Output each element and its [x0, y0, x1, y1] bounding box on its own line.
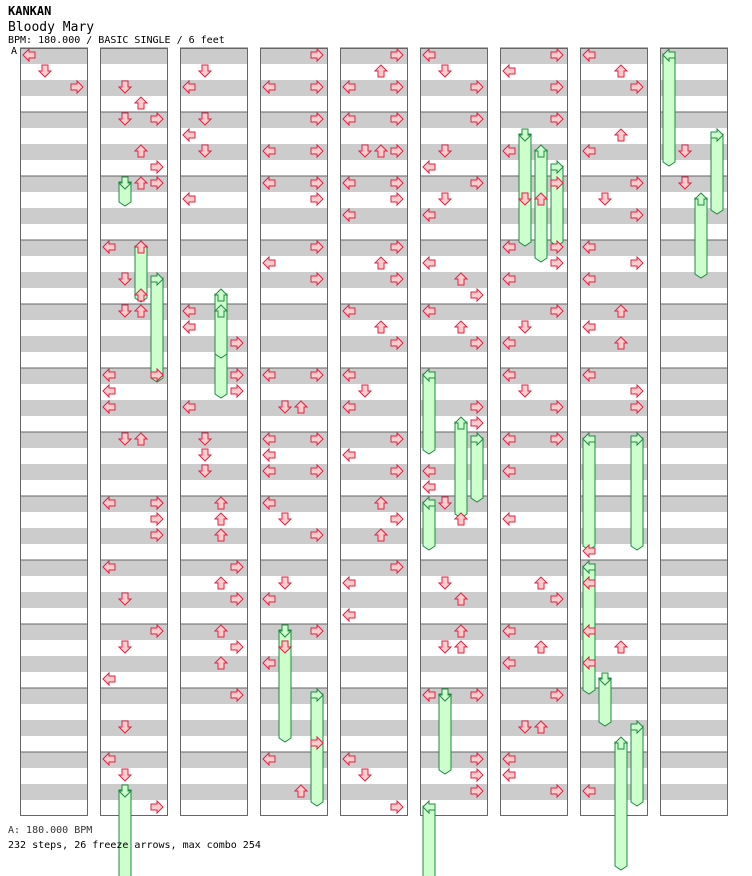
beat-stripe	[100, 48, 168, 64]
beat-stripe	[20, 176, 88, 192]
beat-stripe	[20, 144, 88, 160]
beat-stripe	[420, 656, 488, 672]
beat-stripe	[420, 624, 488, 640]
freeze-arrow-tail	[615, 742, 627, 870]
beat-stripe	[340, 784, 408, 800]
beat-stripe	[260, 208, 328, 224]
beat-stripe	[340, 656, 408, 672]
beat-stripe	[340, 720, 408, 736]
beat-stripe	[660, 496, 728, 512]
beat-stripe	[20, 368, 88, 384]
beat-stripe	[100, 688, 168, 704]
beat-stripe	[340, 496, 408, 512]
beat-stripe	[660, 560, 728, 576]
beat-stripe	[420, 240, 488, 256]
beat-stripe	[100, 656, 168, 672]
beat-stripe	[660, 272, 728, 288]
beat-stripe	[420, 144, 488, 160]
beat-stripe	[20, 560, 88, 576]
beat-stripe	[420, 272, 488, 288]
freeze-arrow-tail	[711, 134, 723, 214]
beat-stripe	[660, 624, 728, 640]
artist: KANKAN	[8, 4, 52, 18]
beat-stripe	[20, 304, 88, 320]
beat-stripe	[340, 592, 408, 608]
beat-stripe	[20, 624, 88, 640]
freeze-arrow-tail	[631, 726, 643, 806]
beat-stripe	[660, 240, 728, 256]
beat-stripe	[180, 784, 248, 800]
beat-stripe	[20, 112, 88, 128]
beat-stripe	[420, 720, 488, 736]
beat-stripe	[20, 400, 88, 416]
freeze-arrow-tail	[471, 438, 483, 502]
freeze-arrow-tail	[695, 198, 707, 278]
beat-stripe	[100, 432, 168, 448]
beat-stripe	[340, 528, 408, 544]
freeze-arrow-tail	[535, 150, 547, 262]
beat-stripe	[20, 432, 88, 448]
freeze-arrow-tail	[631, 438, 643, 550]
freeze-arrow-tail	[423, 806, 435, 876]
beat-stripe	[660, 784, 728, 800]
beat-stripe	[260, 400, 328, 416]
beat-stripe	[500, 496, 568, 512]
beat-stripe	[660, 400, 728, 416]
beat-stripe	[20, 784, 88, 800]
beat-stripe	[420, 560, 488, 576]
beat-stripe	[660, 304, 728, 320]
song-title: Bloody Mary	[8, 20, 95, 35]
beat-stripe	[260, 560, 328, 576]
beat-stripe	[20, 688, 88, 704]
bpm-marker: A	[11, 46, 18, 57]
chart-info: BPM: 180.000 / BASIC SINGLE / 6 feet	[8, 35, 225, 46]
beat-stripe	[180, 496, 248, 512]
beat-stripe	[180, 656, 248, 672]
beat-stripe	[500, 560, 568, 576]
chart-stats: 232 steps, 26 freeze arrows, max combo 254	[8, 840, 261, 851]
beat-stripe	[100, 592, 168, 608]
freeze-arrow-tail	[519, 134, 531, 246]
beat-stripe	[260, 304, 328, 320]
beat-stripe	[180, 272, 248, 288]
beat-stripe	[100, 144, 168, 160]
beat-stripe	[180, 144, 248, 160]
beat-stripe	[660, 368, 728, 384]
beat-stripe	[660, 720, 728, 736]
freeze-arrow-tail	[455, 422, 467, 518]
beat-stripe	[100, 464, 168, 480]
beat-stripe	[660, 432, 728, 448]
beat-stripe	[420, 592, 488, 608]
freeze-arrow-tail	[119, 790, 131, 876]
beat-stripe	[660, 592, 728, 608]
freeze-arrow-tail	[439, 694, 451, 774]
beat-stripe	[260, 336, 328, 352]
bpm-legend: A: 180.000 BPM	[8, 825, 93, 836]
beat-stripe	[20, 240, 88, 256]
beat-stripe	[20, 752, 88, 768]
beat-stripe	[20, 496, 88, 512]
beat-stripe	[20, 208, 88, 224]
beat-stripe	[180, 464, 248, 480]
freeze-arrow-tail	[151, 278, 163, 382]
beat-stripe	[340, 688, 408, 704]
freeze-arrow-tail	[663, 54, 675, 166]
beat-stripe	[180, 720, 248, 736]
beat-stripe	[100, 208, 168, 224]
beat-stripe	[180, 112, 248, 128]
beat-stripe	[180, 176, 248, 192]
beat-stripe	[660, 688, 728, 704]
beat-stripe	[180, 48, 248, 64]
beat-stripe	[180, 528, 248, 544]
beat-stripe	[660, 464, 728, 480]
beat-stripe	[20, 272, 88, 288]
beat-stripe	[580, 112, 648, 128]
beat-stripe	[20, 464, 88, 480]
beat-stripe	[180, 208, 248, 224]
beat-stripe	[100, 784, 168, 800]
beat-stripe	[500, 720, 568, 736]
beat-stripe	[20, 720, 88, 736]
beat-stripe	[180, 240, 248, 256]
beat-stripe	[20, 592, 88, 608]
beat-stripe	[340, 624, 408, 640]
beat-stripe	[20, 528, 88, 544]
beat-stripe	[180, 624, 248, 640]
beat-stripe	[660, 752, 728, 768]
beat-stripe	[180, 432, 248, 448]
beat-stripe	[180, 752, 248, 768]
freeze-arrow-tail	[583, 438, 595, 550]
beat-stripe	[20, 656, 88, 672]
beat-stripe	[20, 336, 88, 352]
freeze-arrow-tail	[311, 694, 323, 806]
beat-stripe	[100, 80, 168, 96]
freeze-arrow-tail	[423, 374, 435, 454]
beat-stripe	[580, 336, 648, 352]
beat-stripe	[100, 720, 168, 736]
beat-stripe	[660, 336, 728, 352]
beat-stripe	[660, 656, 728, 672]
beat-stripe	[660, 528, 728, 544]
beat-stripe	[500, 528, 568, 544]
beat-stripe	[580, 304, 648, 320]
